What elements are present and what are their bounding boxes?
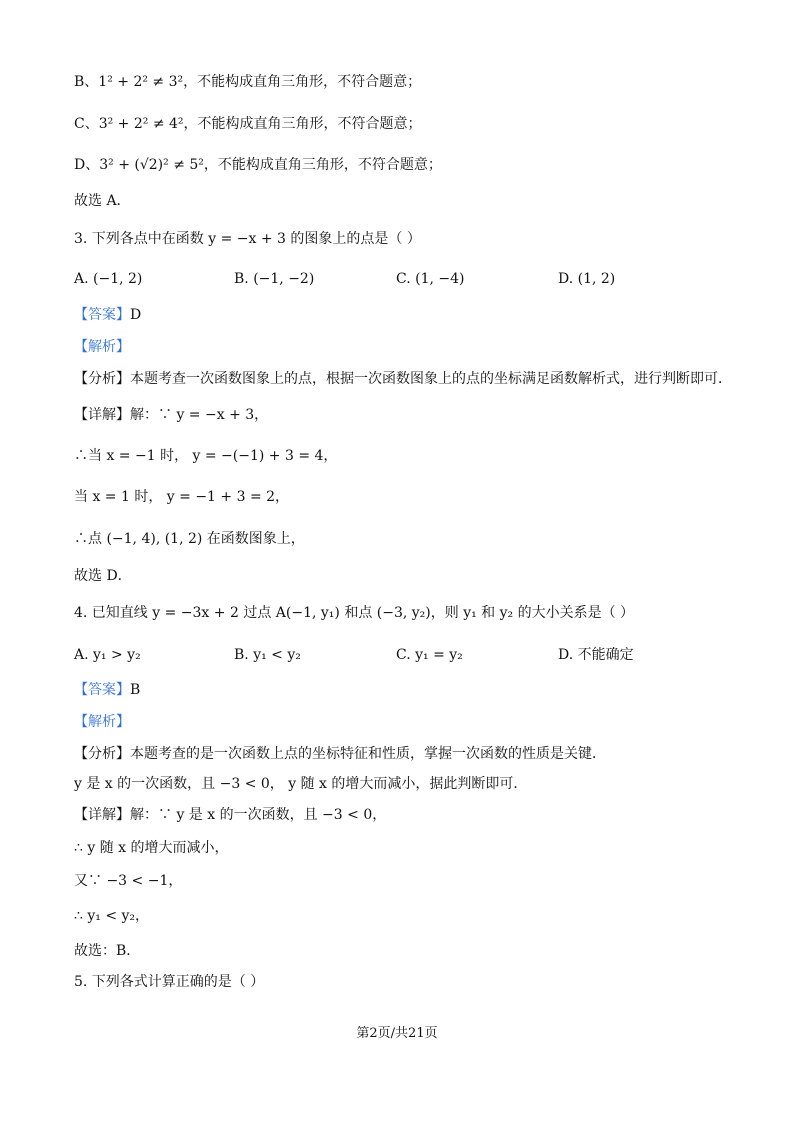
analysis-text: 本题考查一次函数图象上的点，根据一次函数图象上的点的坐标满足函数解析式，进行判断即可． [130,371,732,387]
question-3-option-b: B. (−1, −2) [234,271,315,287]
answer-tag: 【答案】 [74,682,130,698]
detail-text: 解：∵ y = −x + 3， [130,407,269,423]
option-c-explanation: C、3² + 2² ≠ 4²，不能构成直角三角形，不符合题意； [74,116,422,132]
question-3-answer [74,304,141,326]
question-4-stem: 4. 已知直线 y = −3x + 2 过点 A(−1, y₁) 和点 (−3, y₂)，则 y₁ 和 y₂ 的大小关系是（ ） [74,605,635,621]
question-3-detail-3: 当 x = 1 时， y = −1 + 3 = 2， [74,489,290,505]
question-4-detail-2: ∴ y 随 x 的增大而减小， [74,840,229,856]
question-4-option-a: A. y₁ > y₂ [74,647,141,663]
answer-tag: 【答案】 [74,307,130,323]
question-3-detail-1 [74,404,268,426]
detail-tag: 【详解】 [74,407,130,423]
option-d-explanation: D、3² + (√2)² ≠ 5²，不能构成直角三角形，不符合题意； [74,157,442,173]
question-4-option-b: B. y₁ < y₂ [234,647,301,663]
question-3-choose: 故选 D． [74,568,132,584]
question-4-detail-1 [74,804,386,826]
question-4-answer [74,679,140,701]
question-4-detail-4: ∴ y₁ < y₂， [74,908,150,924]
question-3-detail-4: ∴点 (−1, 4), (1, 2) 在函数图象上， [74,531,305,547]
page-footer: 第2页/共21页 [356,1026,438,1041]
question-5-stem: 5. 下列各式计算正确的是（ ） [74,974,265,990]
question-4-option-c: C. y₁ = y₂ [396,647,463,663]
option-b-explanation: B、1² + 2² ≠ 3²，不能构成直角三角形，不符合题意； [74,74,422,90]
detail-text: 解：∵ y 是 x 的一次函数，且 −3 < 0， [130,807,387,823]
question-4-analysis [74,743,606,765]
question-4-choose: 故选：B． [74,943,141,959]
question-3-detail-2: ∴当 x = −1 时， y = −(−1) + 3 = 4， [74,448,338,464]
analysis-tag: 【分析】 [74,371,130,387]
question-4-jiexi: 【解析】 [74,714,130,730]
question-3-option-d: D. (1, 2) [558,271,616,287]
question-4-detail-3: 又∵ −3 < −1， [74,873,183,889]
answer-value: D [130,307,142,323]
question-3-stem: 3. 下列各点中在函数 y = −x + 3 的图象上的点是（ ） [74,231,421,247]
question-3-jiexi: 【解析】 [74,339,130,355]
answer-value: B [130,682,141,698]
question-3-option-a: A. (−1, 2) [74,271,143,287]
analysis-text: 本题考查的是一次函数上点的坐标特征和性质，掌握一次函数的性质是关键． [130,746,606,762]
analysis-tag: 【分析】 [74,746,130,762]
choose-a: 故选 A． [74,193,131,209]
question-3-option-c: C. (1, −4) [396,271,465,287]
question-4-option-d: D. 不能确定 [558,647,634,663]
question-3-analysis [74,368,732,390]
detail-tag: 【详解】 [74,807,130,823]
question-4-analysis-2: y 是 x 的一次函数，且 −3 < 0， y 随 x 的增大而减小，据此判断即可． [74,776,528,792]
